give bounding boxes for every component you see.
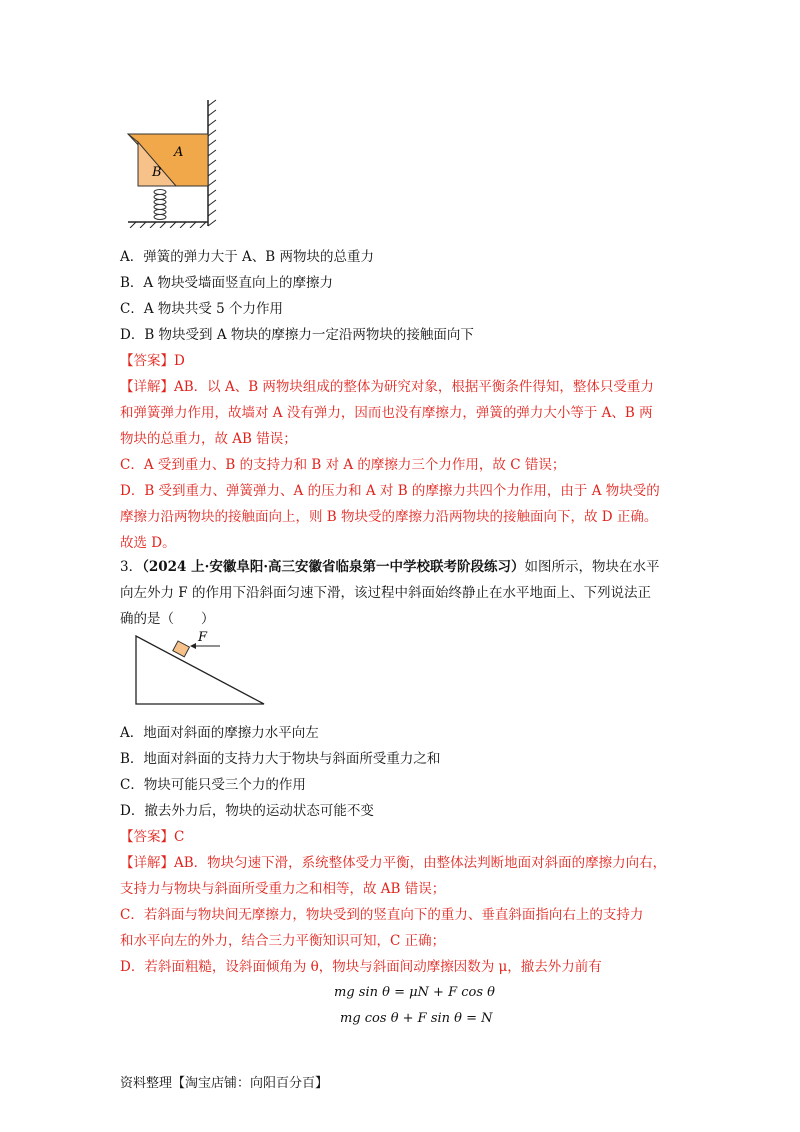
q3-number: 3． xyxy=(120,559,143,575)
q2-detail-line-3: 物块的总重力，故 AB 错误； xyxy=(120,431,297,447)
q2-option-d: D．B 物块受到 A 物块的摩擦力一定沿两物块的接触面向下 xyxy=(120,327,474,343)
q3-stem-line-1 xyxy=(120,557,660,577)
q2-detail-line-1: 【详解】AB．以 A、B 两物块组成的整体为研究对象，根据平衡条件得知，整体只受重力 xyxy=(120,379,654,395)
q3-option-b: B．地面对斜面的支持力大于物块与斜面所受重力之和 xyxy=(120,751,441,767)
q2-detail-line-6: 摩擦力沿两物块的接触面向上，则 B 物块受的摩擦力沿两物块的接触面向下，故 D 正确。 xyxy=(120,509,658,525)
q3-stem-text-1: 如图所示，物块在水平 xyxy=(524,559,660,575)
q3-answer: 【答案】C xyxy=(120,829,185,845)
q3-stem-line-3: 确的是（ ） xyxy=(120,611,215,627)
label-force-f: F xyxy=(198,630,208,645)
figure-incline-block xyxy=(128,628,270,710)
label-b: B xyxy=(152,165,162,180)
q2-answer: 【答案】D xyxy=(120,353,185,369)
q3-detail-line-2: 支持力与物块与斜面所受重力之和相等，故 AB 错误； xyxy=(120,881,446,897)
q3-option-a: A．地面对斜面的摩擦力水平向左 xyxy=(120,725,319,741)
q3-detail-line-4: 和水平向左的外力，结合三力平衡知识可知，C 正确； xyxy=(120,933,446,949)
q3-detail-line-3: C．若斜面与物块间无摩擦力，物块受到的竖直向下的重力、垂直斜面指向右上的支持力 xyxy=(120,907,644,923)
q2-detail-line-7: 故选 D。 xyxy=(120,535,176,551)
footer-source: 资料整理【淘宝店铺：向阳百分百】 xyxy=(120,1076,329,1091)
q2-option-c: C．A 物块共受 5 个力作用 xyxy=(120,301,284,317)
equation-1: mg sin θ = μN + F cos θ xyxy=(334,985,495,1000)
q2-option-b: B．A 物块受墙面竖直向上的摩擦力 xyxy=(120,275,333,291)
q2-detail-line-2: 和弹簧弹力作用，故墙对 A 没有弹力，因而也没有摩擦力，弹簧的弹力大小等于 A、B 两 xyxy=(120,405,653,421)
q3-stem-line-2: 向左外力 F 的作用下沿斜面匀速下滑，该过程中斜面始终静止在水平地面上、下列说法正 xyxy=(120,585,651,601)
q2-detail-line-5: D．B 受到重力、弹簧弹力、A 的压力和 A 对 B 的摩擦力共四个力作用，由于 A 物块受的 xyxy=(120,483,660,499)
label-a: A xyxy=(174,145,184,160)
equation-2: mg cos θ + F sin θ = N xyxy=(340,1011,493,1026)
q3-source: （2024 上·安徽阜阳·高三安徽省临泉第一中学校联考阶段练习） xyxy=(142,559,525,575)
q3-option-d: D．撤去外力后，物块的运动状态可能不变 xyxy=(120,803,374,819)
q3-option-c: C．物块可能只受三个力的作用 xyxy=(120,777,306,793)
q2-detail-line-4: C．A 受到重力、B 的支持力和 B 对 A 的摩擦力三个力作用，故 C 错误； xyxy=(120,457,566,473)
figure-blocks-spring-wall xyxy=(120,98,230,228)
q3-detail-line-5: D．若斜面粗糙，设斜面倾角为 θ，物块与斜面间动摩擦因数为 μ，撤去外力前有 xyxy=(120,959,602,975)
q3-detail-line-1: 【详解】AB．物块匀速下滑，系统整体受力平衡，由整体法判断地面对斜面的摩擦力向右， xyxy=(120,855,667,871)
q2-option-a: A．弹簧的弹力大于 A、B 两物块的总重力 xyxy=(120,249,375,265)
